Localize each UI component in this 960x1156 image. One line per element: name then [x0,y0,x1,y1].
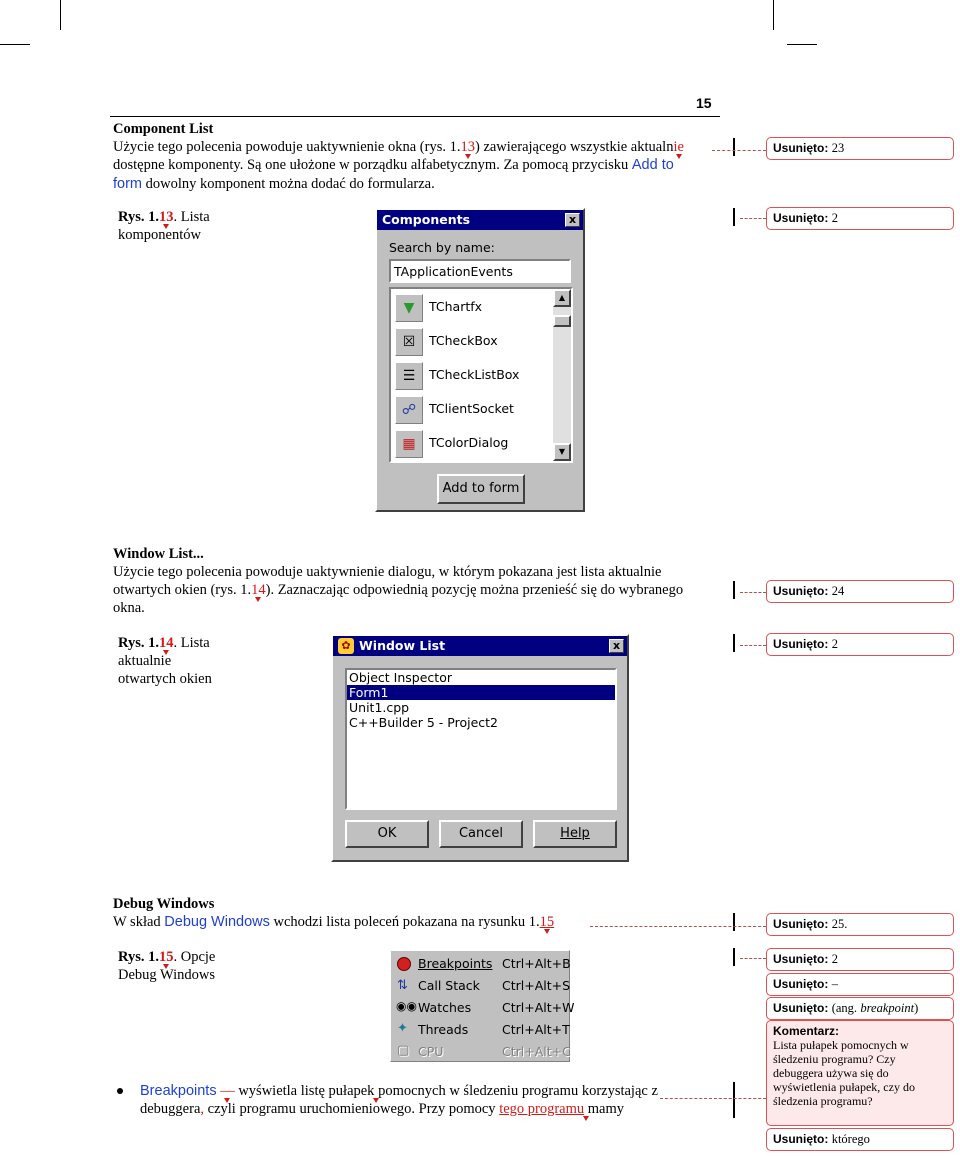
components-title: Components [382,212,471,227]
menu-item-call-stack[interactable]: ⇅ Call Stack Ctrl+Alt+S [397,978,571,993]
window-list-item[interactable]: Unit1.cpp [349,700,410,715]
window-list-item-selected[interactable]: Form1 [347,685,615,700]
revision-balloon: Usunięto: którego [766,1128,954,1151]
watches-icon: ◉◉ [396,999,417,1013]
debug-windows-line: W skład Debug Windows wchodzi lista poleceń pokazana na rysunku 1.15 [113,914,555,930]
window-list-dialog [331,634,629,862]
chart-icon: ▼ [395,294,423,322]
revision-balloon: Usunięto: 25. [766,913,954,936]
add-to-term: Add to [631,157,674,173]
balloon-connector [740,592,766,593]
component-item[interactable]: ☰ TCheckListBox [393,359,553,393]
revision-balloon: Usunięto: 2 [766,948,954,971]
window-list-line1: Użycie tego polecenia powoduje uaktywnienie dialogu, w którym pokazana jest lista aktualnie [113,564,662,580]
change-bar [733,208,735,226]
bullet-line1: Breakpoints — wyświetla listę pułapek pomocnych w śledzeniu programu korzystając z [140,1083,658,1099]
scroll-down-button[interactable]: ▼ [553,443,571,461]
component-item[interactable]: ▼ TChartfx [393,291,553,325]
change-bar [733,581,735,599]
balloon-connector [660,1098,766,1099]
menu-item-breakpoints[interactable]: Breakpoints Ctrl+Alt+B [391,953,569,975]
close-icon: x [568,213,577,226]
colordialog-icon: ▦ [395,430,423,458]
header-rule [110,116,720,117]
fig15-caption: Rys. 1.15. Opcje Debug Windows [118,949,216,983]
window-list-line3: okna. [113,600,145,616]
fig13-caption: Rys. 1.13. Lista komponentów [118,209,210,243]
crop-mark [0,44,30,45]
bullet-line2: debuggera, czyli programu uruchomieniowego. Przy pomocy tego programu mamy [140,1101,625,1117]
page-number: 15 [696,95,712,111]
fig-ref-15: 15 [539,914,555,930]
menu-item-watches[interactable]: ◉◉ Watches Ctrl+Alt+W [396,999,575,1015]
add-to-form-button[interactable]: Add to form [437,474,525,504]
debug-windows-term: Debug Windows [164,914,270,930]
crop-mark [773,0,774,30]
search-input[interactable]: TApplicationEvents [389,259,571,283]
component-list-line1: Użycie tego polecenia powoduje uaktywnienie okna (rys. 1.13) zawierającego wszystkie aktualnie [113,139,684,155]
components-dialog [375,208,585,512]
component-item[interactable]: ☍ TClientSocket [393,393,553,427]
bullet-dot [117,1088,123,1094]
crop-mark [60,0,61,30]
fig-ref-13: 13 [460,139,475,155]
form-term: form [113,176,142,192]
component-list-line3: form dowolny komponent można dodać do formularza. [113,176,435,192]
breakpoint-icon [397,957,411,971]
change-bar [733,138,735,156]
ok-button[interactable]: OK [345,820,429,848]
revision-balloon: Usunięto: – [766,973,954,996]
breakpoints-term: Breakpoints [140,1083,217,1099]
window-listbox[interactable] [345,668,617,810]
window-list-item[interactable]: Object Inspector [349,670,452,685]
close-button[interactable] [565,213,580,227]
debug-windows-menu [390,950,575,1062]
call-stack-icon: ⇅ [397,978,408,993]
revision-balloon: Usunięto: 2 [766,633,954,656]
checklistbox-icon: ☰ [395,362,423,390]
component-item[interactable]: ▦ TColorDialog [393,427,553,461]
change-bar [733,1082,735,1118]
cancel-button[interactable]: Cancel [439,820,523,848]
comment-balloon: Komentarz: Lista pułapek pomocnych w śledzeniu programu? Czy debuggera używa się do wyświetlenia pułapek, czy do śledzenia programu? [766,1020,954,1126]
scrollbar[interactable] [553,289,571,461]
help-button[interactable]: Help [533,820,617,848]
window-list-title: Window List [359,638,446,653]
window-list-title-bar [333,636,627,656]
scroll-up-button[interactable]: ▲ [553,289,571,307]
window-list-line2: otwartych okien (rys. 1.14). Zaznaczając odpowiednią pozycję można przenieść się do wybranego [113,582,684,598]
components-title-bar [377,210,583,230]
threads-icon: ✦ [397,1021,408,1036]
search-label: Search by name: [389,240,495,255]
change-bar [733,948,735,966]
window-list-item[interactable]: C++Builder 5 - Project2 [349,715,498,730]
close-button[interactable] [609,639,624,653]
crop-mark [787,44,817,45]
revision-balloon: Usunięto: (ang. breakpoint) [766,997,954,1020]
cpu-icon: ▢ [397,1043,410,1058]
component-list-line2: dostępne komponenty. Są one ułożone w porządku alfabetycznym. Za pomocą przycisku Add to [113,157,674,173]
debug-windows-heading: Debug Windows [113,896,215,912]
revision-balloon: Usunięto: 24 [766,580,954,603]
window-list-heading: Window List... [113,546,204,562]
balloon-connector [740,645,766,646]
component-item[interactable]: ☒ TCheckBox [393,325,553,359]
revision-balloon: Usunięto: 23 [766,137,954,160]
balloon-connector [740,958,766,959]
change-bar [733,913,735,931]
close-icon: x [612,639,621,652]
balloon-connector [590,926,766,927]
component-list-heading: Component List [113,121,214,137]
revision-balloon: Usunięto: 2 [766,207,954,230]
fig14-caption: Rys. 1.14. Lista aktualnie otwartych okien [118,635,212,687]
balloon-connector [712,150,766,151]
checkbox-icon: ☒ [395,328,423,356]
component-list-box[interactable] [389,287,573,463]
fig-ref-14: 14 [251,582,266,598]
scroll-thumb[interactable] [553,315,571,327]
builder-logo-icon: ✿ [338,638,354,654]
menu-item-threads[interactable]: ✦ Threads Ctrl+Alt+T [397,1021,570,1037]
balloon-connector [740,218,766,219]
menu-item-cpu: ▢ CPU Ctrl+Alt+C [397,1043,571,1059]
change-bar [733,634,735,652]
clientsocket-icon: ☍ [395,396,423,424]
